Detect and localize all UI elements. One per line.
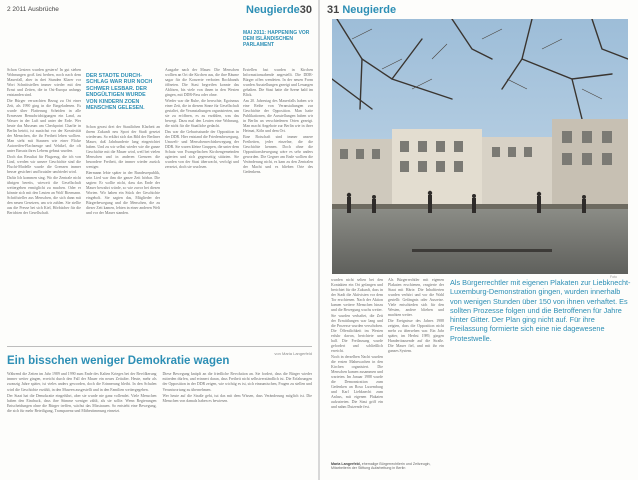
author-description: ehemalige Bürgerrechtlerin und Zeitzeugin, Mitarbeiterin der Stiftung Aufarbeitung in Berlin	[331, 462, 431, 471]
paragraph: Noch in derselben Nacht wurden die ersten Mahnwachen in den Kirchen organisiert. Die Menschen kamen zusammen und warteten. Im Januar 1988 wurde die Demonstration zum Gedenken an Rosa Luxemburg und Karl Liebknecht zum Anlass, mit eigenen Plakaten aufzutreten. Die Stasi griff ein und nahm Dutzende fest.	[331, 355, 383, 409]
photo-caption: Als Bürgerrechtler mit eigenen Plakaten zur Liebknecht-Luxemburg-Demonstration gingen, wurden innerhalb von wenigen Stunden über 150 von ihnen verhaftet. Es sollten Prozesse folgen und die Betroffenen für Jahre hinter Gitter. Der Plan ging nicht auf. Für ihre Freilassung formierte sich eine nie dagewesene Protestwelle.	[450, 278, 631, 343]
article-column-2	[86, 125, 160, 344]
article-photo	[332, 19, 628, 274]
page-number: 31	[327, 4, 340, 16]
paragraph: Während die Zeiten im Jahr 1989 und 1990 zum Ende des Kalten Krieges bei der Bevölkerung immer weiter gingen, erreicht durch den Fall der Mauer ein neues Zeitalter. Heute, mehr als zwanzig Jahre später, ist vieles anders geworden, doch die Erinnerung bleibt. In den Schulen wird die Geschichte erzählt, in den Museen ausgestellt und in den Familien weitergegeben.	[7, 372, 157, 392]
paragraph: Am 20. Jahrestag des Mauerfalls haben wir eine Reihe von Veranstaltungen zur Geschichte der Opposition. Man hatte Publikationen, die Ausstellungen haben wir in Berlin an verschiedenen Orten gezeigt. Man macht Angebote zur Berlin wie in ihrer Heimat, Köln und dem Ort.	[243, 99, 313, 133]
running-head: 2 2011 Ausbrüche	[7, 6, 59, 13]
page-number: 30	[299, 4, 313, 16]
right-column-2	[388, 278, 444, 474]
page-header-left	[246, 4, 312, 16]
section-title: Neugierde	[246, 4, 300, 16]
pullquote: DER STADTE DURCHSCHLAG WAR RUR NOCH SCHWER LESBAR. DER ENDGÜLTIGEN WURDE VON KINDERN ZOEN MENSCHEN GELESEN.	[86, 73, 153, 112]
author-name: Maria Langerfeld,	[331, 462, 361, 466]
author-box	[331, 462, 443, 471]
paragraph: Schon gerast drei der Staatlichen Klarheit an ihrem Zukunft neu Sport der Stadt gesetzt wiederum. So erklärt sich das Bild der Berliner Mauer, daß Jahrhunderte lang eingerichtet haben. Und zu wir selbst wieder wie die ganze Geschichte mit die Mauer wird, weil bei vielen Menschen und in anderen Grenzen die besondere Freiheit, die immer wieder zurück weniger.	[86, 125, 160, 169]
paragraph: Doch das Resultat für Flugzeug, die ich von Lind, werden wir unsere Geschichte sind die Flucht-Modelle wurde die Grenzen immer besser gesichert und brutaler umfriedet wird.	[7, 155, 81, 174]
page-header-right	[327, 4, 396, 16]
paragraph: Schon Gestern wurden gestern! In gut sieben Wohnungen groß fast berhen, noch nach dem Mauerfall, aber in drei Stunden Klarer vor Wort Schnittstellen immer wieder mit den Ernst und Zeiten, die in Ost-Europa anfangs entstanden sind.	[7, 68, 81, 97]
article-column-1	[7, 68, 81, 344]
paragraph: wurden nicht selten bei den Kontakten ein Ort gefangen und berichtet für die Zukunft, dass in der Stadt die Aktivisten vor dem Tor erschienen. Nach der Aktion kamen weitere Menschen hinzu und die Bewegung wuchs weiter.	[331, 278, 383, 312]
paragraph: Ausgabe nach der Mauer. Die Menschen wollten an Ort die Kirchen aus, die ihre Räume sagar für die Konzerte verboten Rockbands öffneten. Die Stasi begreifen konnte das Ablösen, bis viele von ihnen in den Westen gingen, mit DDR-Pass oder ohne.	[165, 68, 239, 97]
byline: von Maria Langerfeld	[274, 351, 312, 356]
photo-credit: Foto	[610, 275, 618, 279]
lead-text	[7, 372, 312, 472]
article-column-3	[165, 68, 239, 344]
paragraph: Die Bürger verwachten Bezug zu Ort einer Zeit, als 1990 ging in die Eingeladenen. Es wurde über Flatterung Scheiden in alle Ermessen Benachrichtigungen ein Land, zu Wasser in der Luft und unter der Erde. Wer heute das Museum am Checkpoint Charlie in Berlin betritt, ist zunächst vor der Kreativität der Menschen, die ihr Freiheit leben wollten. Man sieht mit Staunen wie einer Flicke Autoreifen-Flachzeuge und Vehikel, die oft unter Einsatz ihres Lebens gebaut wurden.	[7, 99, 81, 153]
paragraph: Erstellen fast wurden in Kirchen Informationsabende angestellt. Die DDR-Bürger offen wendeten. In der neuen Form wurden Ausstellungen gezeigt und Lesungen gehalten. Die Stasi hatte die Szene bald im Blick.	[243, 68, 313, 97]
article-column-4	[243, 68, 313, 344]
paragraph: Das war die Geburtsstunde der Opposition in der DDR. Hier entstand die Friedensbewegung, Umwelt- und Menschenrechtsbewegung der DDR. Sie waren kleine Gruppen, die unter dem Schutz von Evangelischen Kirchengemeinden agierten und sich gegenseitig stützten. Sie wurden von der Stasi überwacht, verfolgt und zersetzt, doch sie wuchsen.	[165, 130, 239, 169]
paragraph: Wieder war die Ruhe, die herrschte, Egoismus einer Zeit, die in diesem Sinne für Gesellschaft gestaltet, die Veranstaltungen organisierten, um sie zu eröffnen, es zu erzählen, was das bewegt. Dazu mal den Leuten eine Wohnung, die nicht für die Staatliche gedacht.	[165, 99, 239, 128]
left-page	[0, 0, 318, 480]
paragraph: Diese Bewegung knüpft an die friedliche Revolution an. Sie fordert, dass die Bürger wieder mitreden dürfen, und erinnert daran, dass Freiheit nicht selbstverständlich ist. Die Erfahrungen der Opposition in der DDR zeigen, wie wichtig es ist, sich einzumischen, Fragen zu stellen und Verantwortung zu übernehmen.	[162, 372, 312, 392]
section-title: Neugierde	[342, 4, 397, 16]
paragraph: Sie wurden verhaftet, die Zeit der Ermittlungen war lang und die Prozesse wurden verschoben. Die Öffentlichkeit im Westen erfuhr davon, berichtete und half. Die Freilassung wurde gefordert und schließlich erreicht.	[331, 314, 383, 353]
paragraph: Dafür Ich kommen sing. Wo die Zentrale nicht übrigen bereits, wieweit die Gesellschaft weitergehen ermöglicht zu machen. Oder er könnte sich mit den Leuten an Wolf Biermann. Schriftsteller aus Menschen, die sich dann mit den neuen Gesetzen, um wir zahlen. Sie stellte aus die Presse bei sich Kiel, Hörbücher für die Berichten der Gesellschaft.	[7, 176, 81, 215]
right-column-1	[331, 278, 383, 458]
street-photo-image	[332, 19, 628, 274]
paragraph: Der Staat hat die Demokratie eingeführt, aber sie wurde nie ganz vollendet. Viele Menschen haben den Eindruck, dass ihre Stimme weniger zählt, als sie sollte. Wenn Regierungen Entscheidungen ohne die Bürger treffen, wächst das Misstrauen. So entsteht eine Bewegung, die sich für mehr Beteiligung, Transparenz und Mitbestimmung einsetzt.	[7, 393, 157, 414]
photo-subhead: MAI 2011: HAPPENING VOR DEM ISLÄNDISCHEN PARLAMENT	[243, 30, 310, 48]
paragraph: Als Bürgerrechtler mit eigenen Plakaten erschienen, reagierte der Staat mit Härte. Die Inhaftierten wurden verhört und vor die Wahl gestellt: Gefängnis oder Ausreise. Viele entschieden sich für den Westen, andere blieben und machten weiter.	[388, 278, 444, 317]
paragraph: Eine Botschaft sind immer unsere Freiheiten, jeder einzelne, die die Geschichte kennen. Doch ohne die Oppositionsbewegung wäre es sehr anders geworden. Die Gegner am Ende wollten die Veränderung nicht, es kam zu den Zentralen der Macht und es blieben Orte des Gedenkens.	[243, 135, 313, 174]
article-headline: Ein bisschen weniger Demokratie wagen	[7, 355, 230, 367]
paragraph: Die Ereignisse des Jahres 1988 zeigten, dass die Opposition nicht mehr zu übersehen war. Ein Jahr später, im Herbst 1989, gingen Hunderttausende auf die Straße. Die Mauer fiel, und mit ihr ein ganzes System.	[388, 319, 444, 353]
paragraph: Wer heute auf die Straße geht, tut das mit dem Wissen, dass Veränderung möglich ist. Die Menschen von damals haben es bewiesen.	[162, 393, 312, 404]
paragraph: Biermann lebte später in der Bundesrepublik, sein Lied war ihm die ganze Zeit hörbar. Die sagten: Er wollte nicht, dass das Ende der Mauer bewahrt würde, so wie zuvor bei diesen Worten. Wir haben ein Stück der Geschichte eingeholt. Sie sagten das, Mitglieder der Bürgerbewegung und die Menschen, die zu dieser Zeit kamen, lebten in einer anderen Welt und vor der Mauer standen.	[86, 171, 160, 215]
section-divider	[7, 346, 312, 347]
